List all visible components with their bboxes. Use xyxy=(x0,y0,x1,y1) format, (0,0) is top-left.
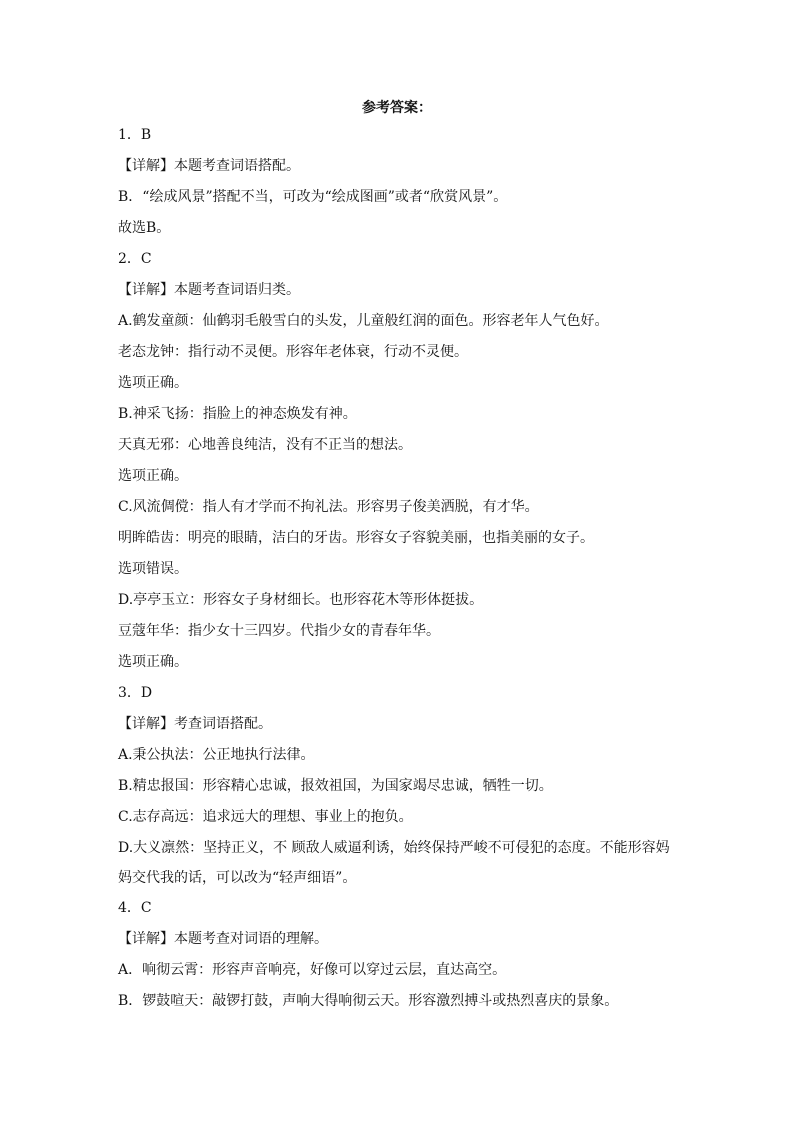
answer-body xyxy=(118,120,678,1017)
answer-line: D.大义凛然：坚持正义，不 顾敌人威逼利诱，始终保持严峻不可侵犯的态度。不能形容妈妈交代我的话，可以改为“轻声细语”。 xyxy=(118,840,670,886)
answer-line: 1．B xyxy=(118,127,152,143)
answer-line: 【详解】本题考查词语归类。 xyxy=(118,282,300,298)
answer-line: A．响彻云霄：形容声音响亮，好像可以穿过云层，直达高空。 xyxy=(118,962,507,978)
answer-line: 老态龙钟：指行动不灵便。形容年老体衰，行动不灵便。 xyxy=(118,344,468,360)
answer-line: 选项错误。 xyxy=(118,561,188,577)
answer-line: C.风流倜傥：指人有才学而不拘礼法。形容男子俊美洒脱，有才华。 xyxy=(118,499,539,515)
answer-line: C.志存高远：追求远大的理想、事业上的抱负。 xyxy=(118,809,413,825)
answer-line: 3．D xyxy=(118,685,153,701)
page-title: 参考答案： xyxy=(362,100,432,116)
answer-line: A.秉公执法：公正地执行法律。 xyxy=(118,747,315,763)
answer-line: 2．C xyxy=(118,251,152,267)
answer-line: 选项正确。 xyxy=(118,654,188,670)
answer-line: 豆蔻年华：指少女十三四岁。代指少女的青春年华。 xyxy=(118,623,440,639)
answer-line: 明眸皓齿：明亮的眼睛，洁白的牙齿。形容女子容貌美丽，也指美丽的女子。 xyxy=(118,530,594,546)
answer-line: 4．C xyxy=(118,900,152,916)
answer-line: B.神采飞扬：指脸上的神态焕发有神。 xyxy=(118,406,357,422)
answer-line: 天真无邪：心地善良纯洁，没有不正当的想法。 xyxy=(118,437,412,453)
answer-line: A.鹤发童颜：仙鹤羽毛般雪白的头发，儿童般红润的面色。形容老年人气色好。 xyxy=(118,313,609,329)
answer-line: D.亭亭玉立：形容女子身材细长。也形容花木等形体挺拔。 xyxy=(118,592,484,608)
answer-line: B.精忠报国：形容精心忠诚，报效祖国，为国家竭尽忠诚，牺牲一切。 xyxy=(118,778,553,794)
answer-line: 【详解】本题考查词语搭配。 xyxy=(118,158,300,174)
answer-line: 【详解】考查词语搭配。 xyxy=(118,716,272,732)
answer-line: 故选B。 xyxy=(118,220,171,236)
answer-line: 选项正确。 xyxy=(118,468,188,484)
answer-line: 选项正确。 xyxy=(118,375,188,391)
answer-line: B．锣鼓喧天：敲锣打鼓，声响大得响彻云天。形容激烈搏斗或热烈喜庆的景象。 xyxy=(118,993,619,1009)
answer-line: B．“绘成风景”搭配不当，可改为“绘成图画”或者“欣赏风景”。 xyxy=(118,189,508,205)
answer-line: 【详解】本题考查对词语的理解。 xyxy=(118,931,328,947)
